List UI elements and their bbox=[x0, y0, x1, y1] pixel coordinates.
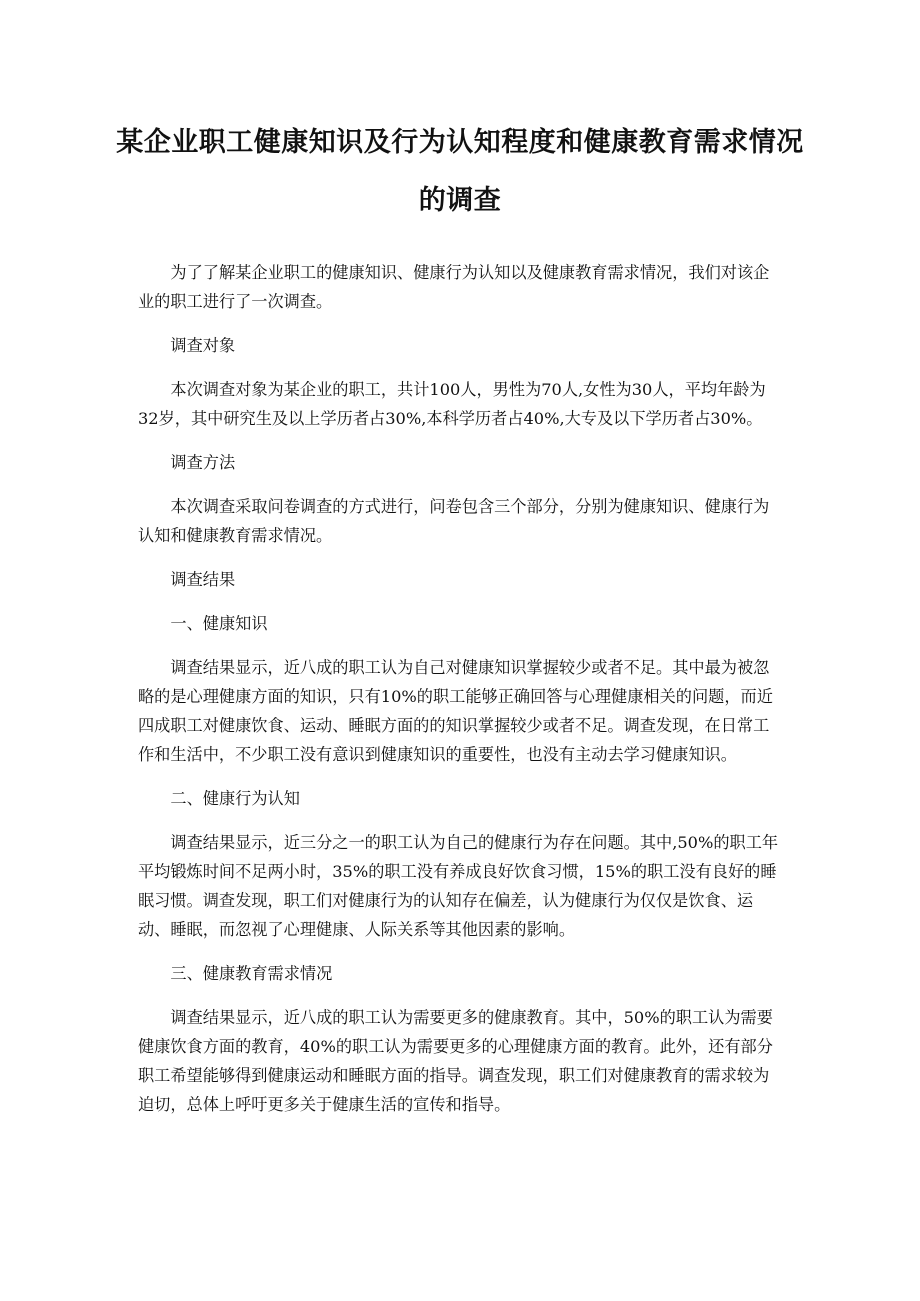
results-heading: 调查结果 bbox=[170, 570, 236, 589]
knowledge-heading: 一、健康知识 bbox=[170, 614, 268, 633]
intro-paragraph: 为了了解某企业职工的健康知识、健康行为认知以及健康教育需求情况，我们对该企业的职工进行了一次调查。 bbox=[138, 263, 770, 311]
method-heading: 调查方法 bbox=[170, 453, 236, 472]
method-paragraph: 本次调查采取问卷调查的方式进行，问卷包含三个部分，分别为健康知识、健康行为认知和健康教育需求情况。 bbox=[138, 497, 770, 545]
document-title-line-2: 的调查 bbox=[418, 185, 502, 216]
education-needs-heading: 三、健康教育需求情况 bbox=[170, 964, 333, 983]
document-body bbox=[138, 258, 780, 1134]
subjects-heading: 调查对象 bbox=[170, 336, 236, 355]
behavior-paragraph: 调查结果显示，近三分之一的职工认为自己的健康行为存在问题。其中,50%的职工年平均锻炼时间不足两小时，35%的职工没有养成良好饮食习惯，15%的职工没有良好的睡眠习惯。调查发现，职工们对健康行为的认知存在偏差，认为健康行为仅仅是饮食、运动、睡眠，而忽视了心理健康、人际关系等其他因素的影响。 bbox=[138, 833, 779, 939]
knowledge-paragraph: 调查结果显示，近八成的职工认为自己对健康知识掌握较少或者不足。其中最为被忽略的是心理健康方面的知识，只有10%的职工能够正确回答与心理健康相关的问题，而近四成职工对健康饮食、运动、睡眠方面的的知识掌握较少或者不足。调查发现，在日常工作和生活中，不少职工没有意识到健康知识的重要性，也没有主动去学习健康知识。 bbox=[138, 658, 773, 764]
education-needs-paragraph: 调查结果显示，近八成的职工认为需要更多的健康教育。其中，50%的职工认为需要健康饮食方面的教育，40%的职工认为需要更多的心理健康方面的教育。此外，还有部分职工希望能够得到健康运动和睡眠方面的指导。调查发现，职工们对健康教育的需求较为迫切，总体上呼吁更多关于健康生活的宣传和指导。 bbox=[138, 1008, 773, 1114]
behavior-heading: 二、健康行为认知 bbox=[170, 789, 300, 808]
subjects-paragraph: 本次调查对象为某企业的职工，共计100人，男性为70人,女性为30人，平均年龄为32岁，其中研究生及以上学历者占30%,本科学历者占40%,大专及以下学历者占30%。 bbox=[138, 380, 766, 428]
document-title-line-1: 某企业职工健康知识及行为认知程度和健康教育需求情况 bbox=[116, 127, 804, 158]
